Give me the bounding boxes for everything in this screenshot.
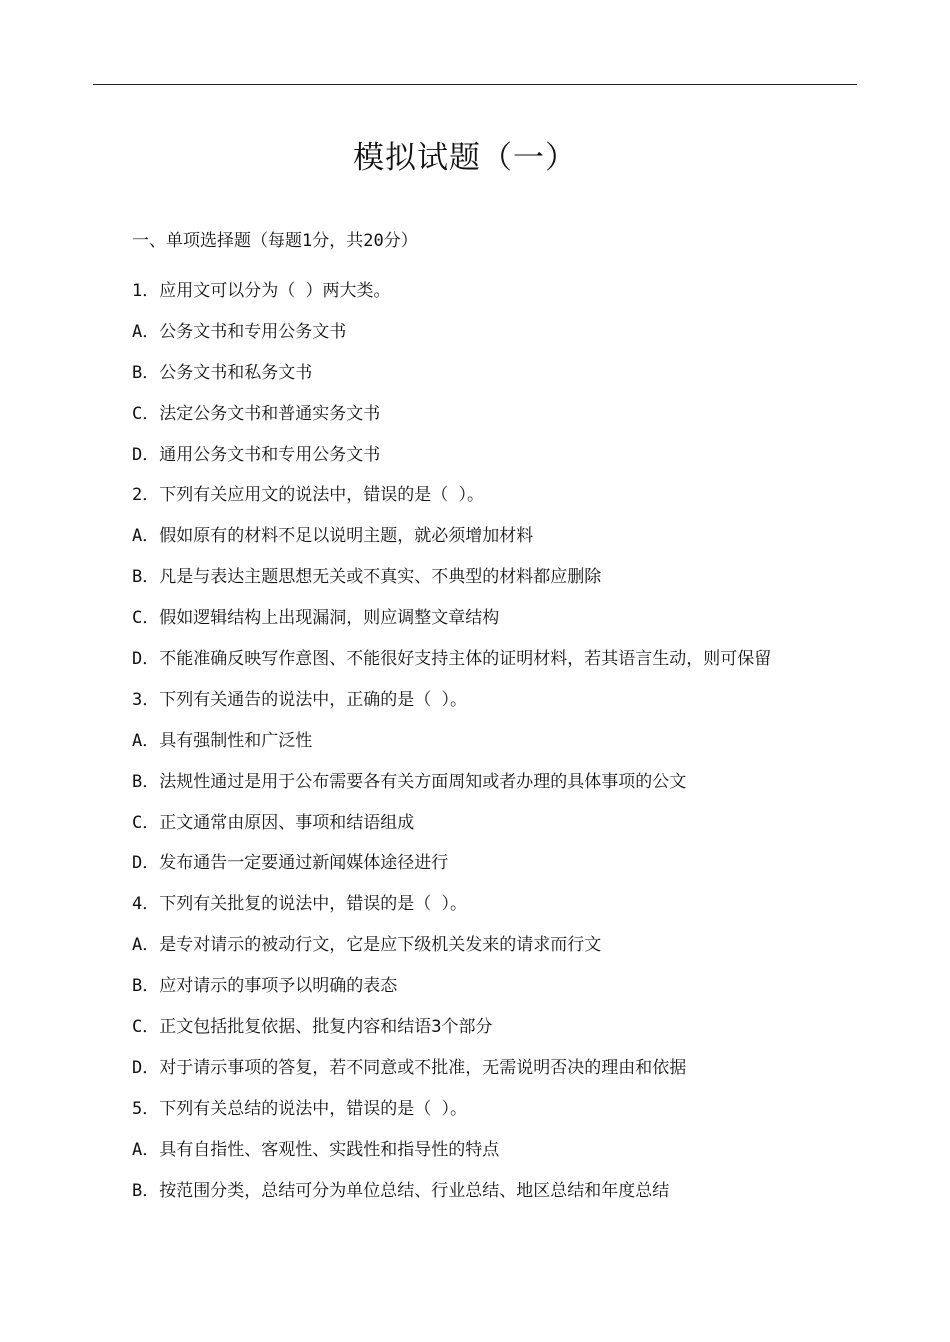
option-line: A．是专对请示的被动行文，它是应下级机关发来的请求而行文 — [132, 935, 602, 956]
option-line: A．具有自指性、客观性、实践性和指导性的特点 — [132, 1139, 500, 1160]
option-line: A．公务文书和专用公务文书 — [132, 321, 347, 342]
option-line: C．假如逻辑结构上出现漏洞，则应调整文章结构 — [132, 608, 500, 629]
option-line: B．公务文书和私务文书 — [132, 362, 313, 383]
section-heading: 一、单项选择题（每题1分，共20分） — [132, 231, 418, 251]
question-line: 5．下列有关总结的说法中，错误的是（ ）。 — [132, 1098, 467, 1119]
option-line: D．对于请示事项的答复，若不同意或不批准，无需说明否决的理由和依据 — [132, 1057, 687, 1078]
header-rule — [93, 84, 857, 85]
option-line: B．法规性通过是用于公布需要各有关方面周知或者办理的具体事项的公文 — [132, 771, 687, 792]
option-line: A．具有强制性和广泛性 — [132, 730, 313, 751]
option-line: B．凡是与表达主题思想无关或不真实、不典型的材料都应删除 — [132, 567, 602, 588]
option-line: A．假如原有的材料不足以说明主题，就必须增加材料 — [132, 526, 534, 547]
question-line: 2．下列有关应用文的说法中，错误的是（ ）。 — [132, 485, 484, 506]
question-line: 4．下列有关批复的说法中，错误的是（ ）。 — [132, 894, 467, 915]
question-list — [132, 277, 892, 1217]
option-line: C．正文包括批复依据、批复内容和结语3个部分 — [132, 1017, 493, 1038]
option-line: D．发布通告一定要通过新闻媒体途径进行 — [132, 853, 449, 874]
question-line: 1．应用文可以分为（ ）两大类。 — [132, 281, 391, 301]
option-line: C．正文通常由原因、事项和结语组成 — [132, 812, 415, 833]
page-title: 模拟试题（一） — [353, 140, 577, 176]
option-line: D．不能准确反映写作意图、不能很好支持主体的证明材料，若其语言生动，则可保留 — [132, 649, 772, 670]
option-line: B．按范围分类，总结可分为单位总结、行业总结、地区总结和年度总结 — [132, 1180, 670, 1201]
option-line: C．法定公务文书和普通实务文书 — [132, 403, 381, 424]
option-line: D．通用公务文书和专用公务文书 — [132, 444, 381, 465]
question-line: 3．下列有关通告的说法中，正确的是（ ）。 — [132, 689, 467, 710]
option-line: B．应对请示的事项予以明确的表态 — [132, 976, 398, 997]
